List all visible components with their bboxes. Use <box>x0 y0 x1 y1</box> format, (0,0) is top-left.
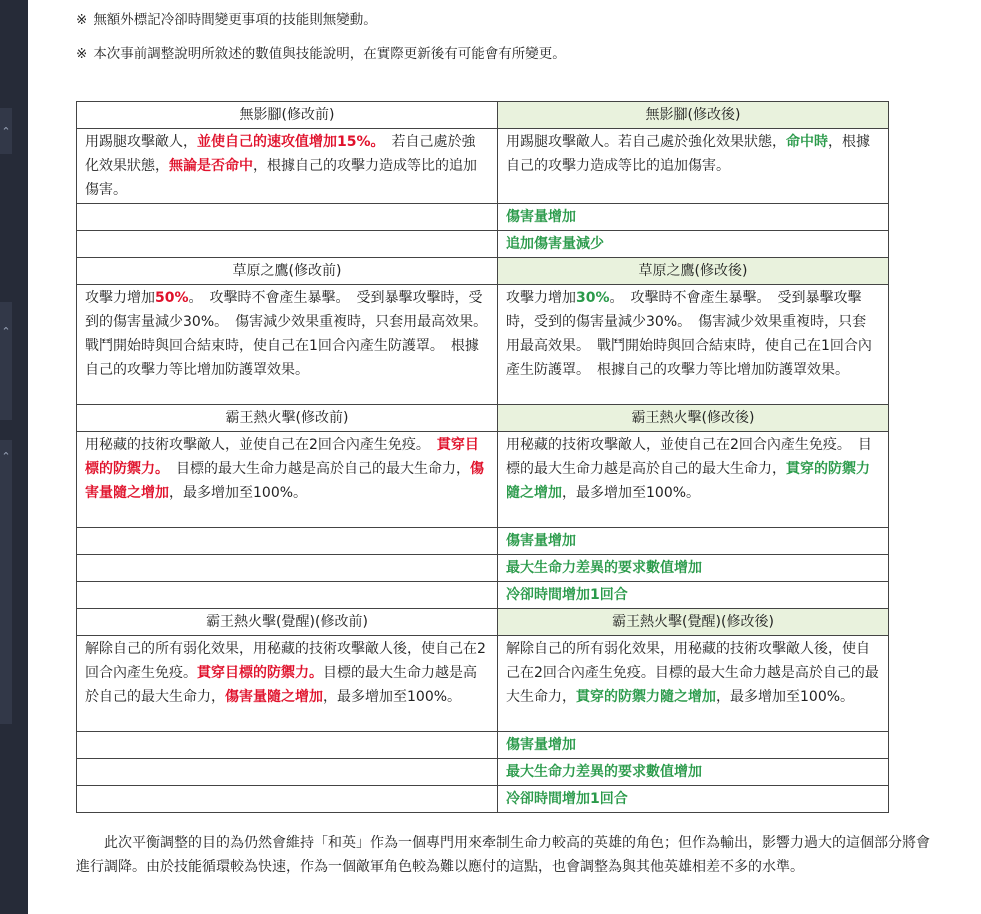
change-item: 傷害量增加 <box>498 528 889 555</box>
empty-cell <box>77 732 498 759</box>
before-title: 霸王熱火擊(覺醒)(修改前) <box>77 609 498 636</box>
skill-description-row <box>77 432 889 528</box>
before-title: 無影腳(修改前) <box>77 102 498 129</box>
empty-cell <box>77 528 498 555</box>
skill-header-row <box>77 258 889 285</box>
before-description <box>77 636 498 732</box>
note-mark: ※ <box>76 12 88 28</box>
description-text: 攻擊力增加 <box>506 290 576 306</box>
note-text: 無額外標記冷卻時間變更事項的技能則無變動。 <box>93 12 377 28</box>
left-sidebar <box>0 0 28 914</box>
removed-text: 50% <box>155 290 189 306</box>
change-row <box>77 759 889 786</box>
chevron-up-icon[interactable]: ⌃ <box>1 325 11 338</box>
description-text: 若自己處於強化效果狀態， <box>85 134 476 174</box>
after-title: 無影腳(修改後) <box>498 102 889 129</box>
before-description <box>77 129 498 204</box>
skill-description-row <box>77 636 889 732</box>
changed-text: 貫穿的防禦力隨之增加 <box>506 461 870 501</box>
description-text: 。 攻擊時不會產生暴擊。 受到暴擊攻擊時，受到的傷害量減少30%。 傷害減少效果重複時，只套用最高效果。 戰鬥開始時與回合結束時，使自己在1回合內產生防護罩。 根據自己的攻擊力等比增加防護罩效果。 <box>506 290 872 378</box>
empty-cell <box>77 231 498 258</box>
chevron-up-icon[interactable]: ⌃ <box>1 450 11 463</box>
description-text: ，根據自己的攻擊力造成等比的追加傷害。 <box>506 134 870 174</box>
note-line <box>76 43 566 77</box>
after-description <box>498 129 889 204</box>
after-title: 霸王熱火擊(修改後) <box>498 405 889 432</box>
description-text: 用踢腿攻擊敵人。若自己處於強化效果狀態， <box>506 134 786 150</box>
change-item: 傷害量增加 <box>498 204 889 231</box>
note-mark: ※ <box>76 46 88 62</box>
description-text: 用秘藏的技術攻擊敵人，並使自己在2回合內產生免疫。 目標的最大生命力越是高於自己的最大生命力， <box>506 437 872 477</box>
skill-comparison-table <box>76 101 889 813</box>
description-text: 解除自己的所有弱化效果，用秘藏的技術攻擊敵人後，使自己在2回合內產生免疫。目標的最大生命力越是高於自己的最大生命力， <box>506 641 879 705</box>
change-item: 冷卻時間增加1回合 <box>498 786 889 813</box>
skill-header-row <box>77 102 889 129</box>
after-description <box>498 636 889 732</box>
change-item: 傷害量增加 <box>498 732 889 759</box>
before-description <box>77 285 498 405</box>
note-text: 本次事前調整說明所敘述的數值與技能說明，在實際更新後有可能會有所變更。 <box>93 46 566 62</box>
before-title: 草原之鷹(修改前) <box>77 258 498 285</box>
removed-text: 貫穿目標的防禦力。 <box>85 437 479 477</box>
description-text: 目標的最大生命力越是高於自己的最大生命力， <box>162 461 470 477</box>
description-text: ，最多增加至100%。 <box>716 689 855 705</box>
change-item: 追加傷害量減少 <box>498 231 889 258</box>
after-title: 草原之鷹(修改後) <box>498 258 889 285</box>
description-text: 。 攻擊時不會產生暴擊。 受到暴擊攻擊時，受到的傷害量減少30%。 傷害減少效果重複時，只套用最高效果。 戰鬥開始時與回合結束時，使自己在1回合內產生防護罩。 根據自己的攻擊力等比增加防護罩效果。 <box>85 290 495 378</box>
changed-text: 貫穿的防禦力隨之增加 <box>576 689 716 705</box>
change-row <box>77 231 889 258</box>
after-description <box>498 432 889 528</box>
removed-text: 並使自己的速攻值增加15%。 <box>197 134 378 150</box>
before-description <box>77 432 498 528</box>
change-row <box>77 204 889 231</box>
change-item: 最大生命力差異的要求數值增加 <box>498 759 889 786</box>
note-line <box>76 9 566 43</box>
skill-description-row <box>77 129 889 204</box>
changed-text: 30% <box>576 290 610 306</box>
after-description <box>498 285 889 405</box>
change-item: 冷卻時間增加1回合 <box>498 582 889 609</box>
removed-text: 貫穿目標的防禦力。 <box>197 665 323 681</box>
chevron-up-icon[interactable]: ⌃ <box>1 125 11 138</box>
description-text: ，最多增加至100%。 <box>169 485 308 501</box>
empty-cell <box>77 582 498 609</box>
empty-cell <box>77 786 498 813</box>
description-text: ，根據自己的攻擊力造成等比的追加傷害。 <box>85 158 477 198</box>
description-text: 攻擊力增加 <box>85 290 155 306</box>
removed-text: 傷害量隨之增加 <box>225 689 323 705</box>
skill-header-row <box>77 405 889 432</box>
removed-text: 無論是否命中 <box>169 158 253 174</box>
empty-cell <box>77 759 498 786</box>
empty-cell <box>77 204 498 231</box>
notes <box>76 9 566 77</box>
before-title: 霸王熱火擊(修改前) <box>77 405 498 432</box>
change-row <box>77 528 889 555</box>
change-row <box>77 732 889 759</box>
description-text: 用秘藏的技術攻擊敵人，並使自己在2回合內產生免疫。 <box>85 437 437 453</box>
skill-description-row <box>77 285 889 405</box>
change-item: 最大生命力差異的要求數值增加 <box>498 555 889 582</box>
description-text: 目標的最大生命力越是高於自己的最大生命力， <box>85 665 477 705</box>
change-row <box>77 555 889 582</box>
description-text: ，最多增加至100%。 <box>562 485 701 501</box>
after-title: 霸王熱火擊(覺醒)(修改後) <box>498 609 889 636</box>
removed-text: 傷害量隨之增加 <box>85 461 484 501</box>
change-row <box>77 786 889 813</box>
description-text: ，最多增加至100%。 <box>323 689 462 705</box>
sidebar-section[interactable] <box>0 440 12 724</box>
description-text: 解除自己的所有弱化效果，用秘藏的技術攻擊敵人後，使自己在2回合內產生免疫。 <box>85 641 486 681</box>
skill-header-row <box>77 609 889 636</box>
sidebar-section[interactable] <box>0 302 12 420</box>
description-text: 用踢腿攻擊敵人， <box>85 134 197 150</box>
empty-cell <box>77 555 498 582</box>
change-row <box>77 582 889 609</box>
summary-paragraph: 此次平衡調整的目的為仍然會維持「和英」作為一個專門用來牽制生命力較高的英雄的角色；但作為輸出，影響力過大的這個部分將會進行調降。由於技能循環較為快速，作為一個敵軍角色較為難以應付的這點，也會調整為與其他英雄相差不多的水準。 <box>76 835 930 875</box>
changed-text: 命中時 <box>786 134 828 150</box>
